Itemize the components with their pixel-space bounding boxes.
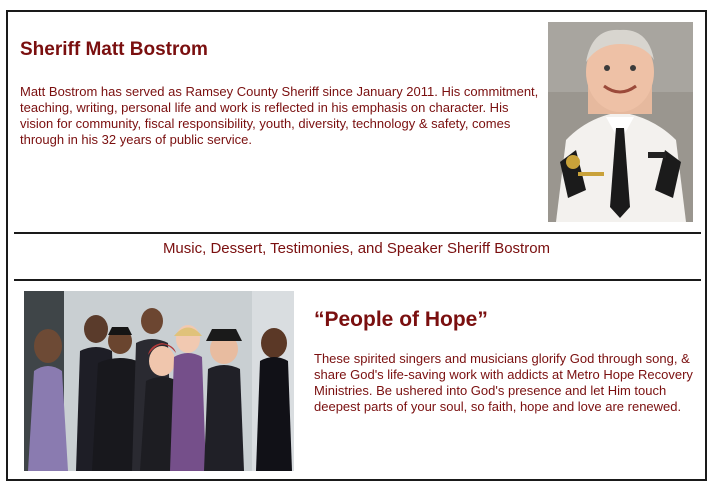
sheriff-bio-text: Matt Bostrom has served as Ramsey County Sheriff since January 2011. His commitment, teaching, writing, personal life and work is reflected in his emphasis on character. His vision for community, fiscal responsibility, youth, diversity, technology & safety, comes through in his 32 years of public service.: [20, 84, 539, 147]
event-tagline: Music, Dessert, Testimonies, and Speaker Sheriff Bostrom: [162, 240, 551, 257]
group-photo-illustration: [24, 291, 294, 471]
group-photo: [24, 291, 294, 471]
group-name-heading: “People of Hope”: [314, 308, 488, 331]
sheriff-section: [8, 12, 705, 230]
divider-bottom: [14, 279, 701, 281]
divider-top: [14, 232, 701, 234]
sheriff-photo-illustration: [548, 22, 693, 222]
sheriff-photo: [548, 22, 693, 222]
sheriff-name-heading: Sheriff Matt Bostrom: [20, 39, 208, 60]
group-description-text: These spirited singers and musicians glorify God through song, & share God's life-saving work with addicts at Metro Hope Recovery Ministries. Be ushered into God's presence and let Him touch deepest parts of your soul, so faith, hope and love are renewed.: [314, 351, 693, 414]
flyer-frame: [6, 10, 707, 481]
